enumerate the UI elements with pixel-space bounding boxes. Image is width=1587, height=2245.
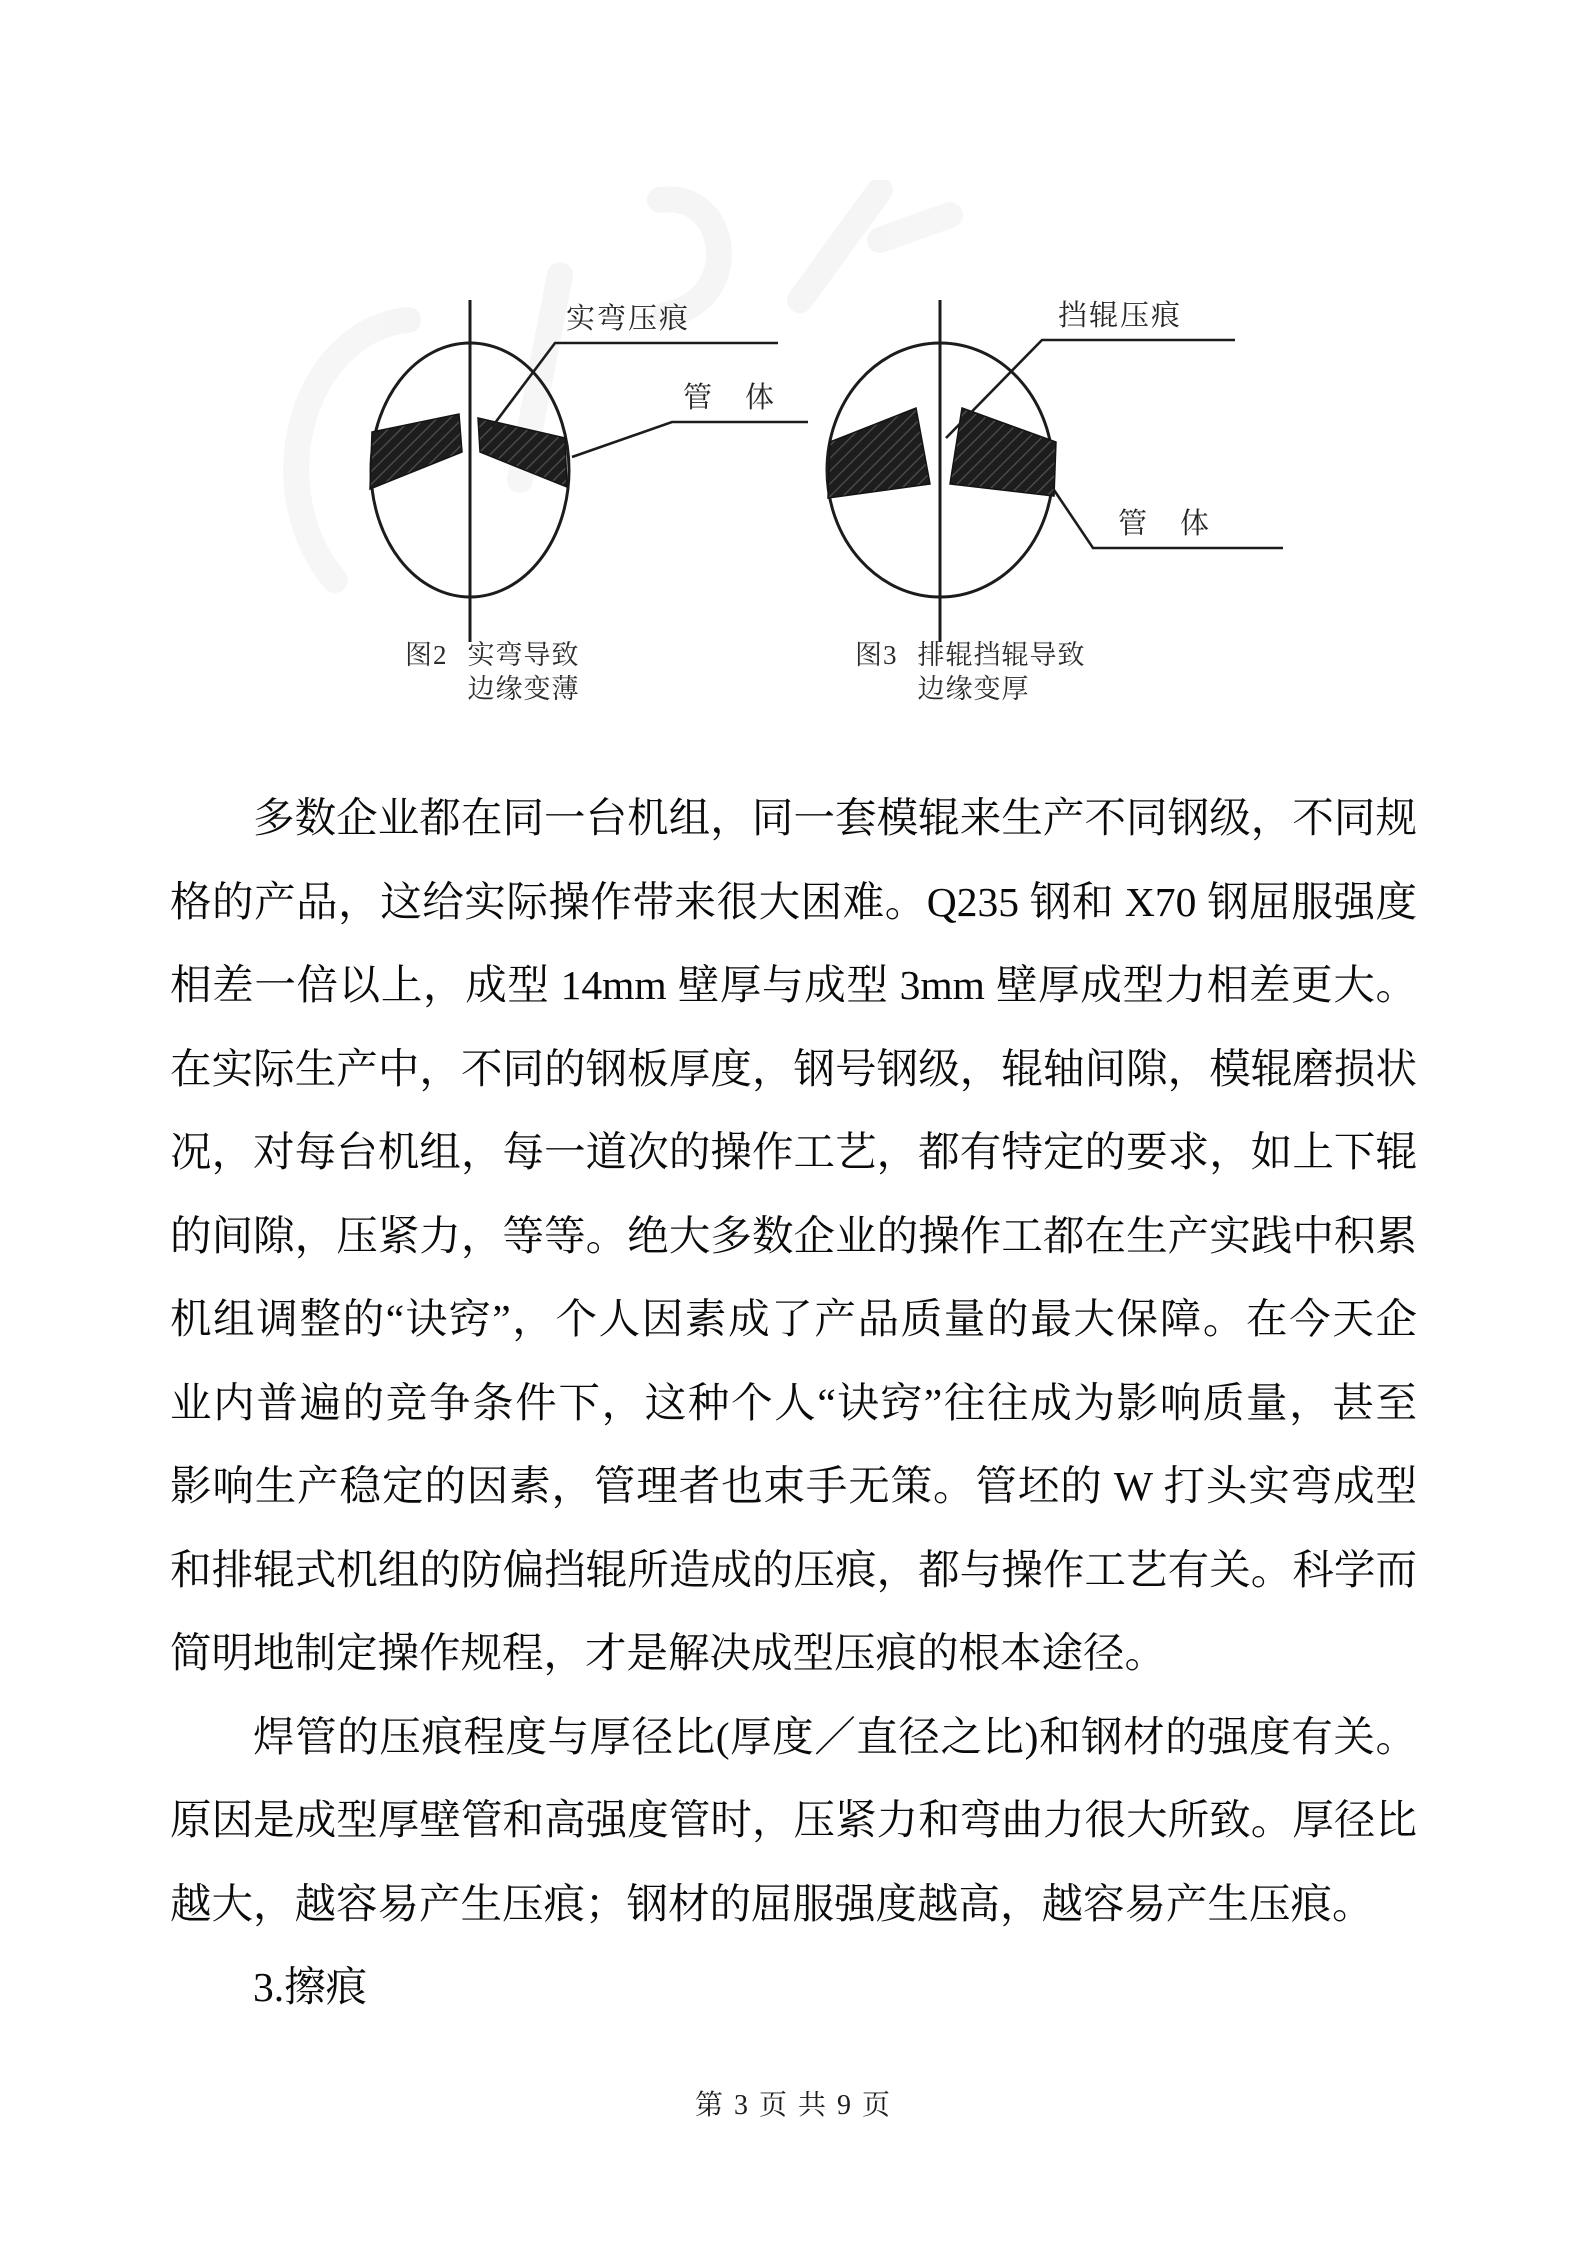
body-line: 况，对每台机组，每一道次的操作工艺，都有特定的要求，如上下辊: [170, 1129, 1417, 1175]
body-line: 业内普遍的竞争条件下，这种个人“诀窍”往往成为影响质量，甚至: [170, 1379, 1417, 1426]
body-line: 的间隙，压紧力，等等。绝大多数企业的操作工都在生产实践中积累: [170, 1212, 1417, 1259]
figure2-caption-line2: 边缘变薄: [467, 674, 580, 704]
watermark-stroke: [800, 190, 950, 300]
figure3-wedge-left: [828, 408, 930, 498]
body-line: 格的产品，这给实际操作带来很大困难。Q235 钢和 X70 钢屈服强度: [170, 878, 1417, 925]
body-line: 越大，越容易产生压痕；钢材的屈服强度越高，越容易产生压痕。: [170, 1880, 1374, 1927]
body-line: 机组调整的“诀窍”，个人因素成了产品质量的最大保障。在今天企: [170, 1296, 1417, 1342]
figure2-body-label: 管 体: [683, 382, 777, 414]
body-line: 3.擦痕: [253, 1964, 368, 2010]
figure2-wedge-left: [370, 414, 462, 489]
watermark-stroke: [660, 199, 719, 315]
figure2-impression-label: 实弯压痕: [566, 303, 691, 335]
figure3-impression-label: 挡辊压痕: [1058, 300, 1183, 332]
figure2-body-leader: [572, 422, 808, 457]
body-paragraphs: [170, 777, 1417, 2030]
figure2-caption: [405, 638, 580, 706]
body-line: 和排辊式机组的防偏挡辊所造成的压痕，都与操作工艺有关。科学而: [170, 1546, 1417, 1593]
figure3-caption: [855, 638, 1086, 706]
figure3-caption-line1: 排辊挡辊导致: [917, 640, 1086, 670]
figure3-wedge-right: [950, 408, 1056, 496]
figure-diagrams: [0, 180, 1587, 740]
body-line: 简明地制定操作规程，才是解决成型压痕的根本途径。: [170, 1630, 1167, 1676]
figure3-caption-number: 图3: [855, 640, 898, 670]
body-line: 影响生产稳定的因素，管理者也束手无策。管坯的 W 打头实弯成型: [170, 1463, 1417, 1509]
figure2-diagram: [370, 300, 808, 642]
body-line: 在实际生产中，不同的钢板厚度，钢号钢级，辊轴间隙，模辊磨损状: [170, 1045, 1417, 1092]
body-line: 相差一倍以上，成型 14mm 壁厚与成型 3mm 壁厚成型力相差更大。: [170, 962, 1417, 1008]
figure3-body-label: 管 体: [1118, 508, 1212, 540]
figure2-caption-line1: 实弯导致: [467, 640, 580, 670]
watermark-artifact: [296, 190, 950, 580]
body-line: 焊管的压痕程度与厚径比(厚度／直径之比)和钢材的强度有关。: [253, 1713, 1417, 1760]
figure2-caption-number: 图2: [405, 640, 448, 670]
figure3-caption-line2: 边缘变厚: [917, 674, 1030, 704]
page-number-footer: 第 3 页 共 9 页: [694, 2090, 892, 2121]
figure3-diagram: [827, 299, 1283, 642]
body-line: 原因是成型厚壁管和高强度管时，压紧力和弯曲力很大所致。厚径比: [170, 1797, 1417, 1843]
body-line: 多数企业都在同一台机组，同一套模辊来生产不同钢级，不同规: [253, 795, 1417, 841]
